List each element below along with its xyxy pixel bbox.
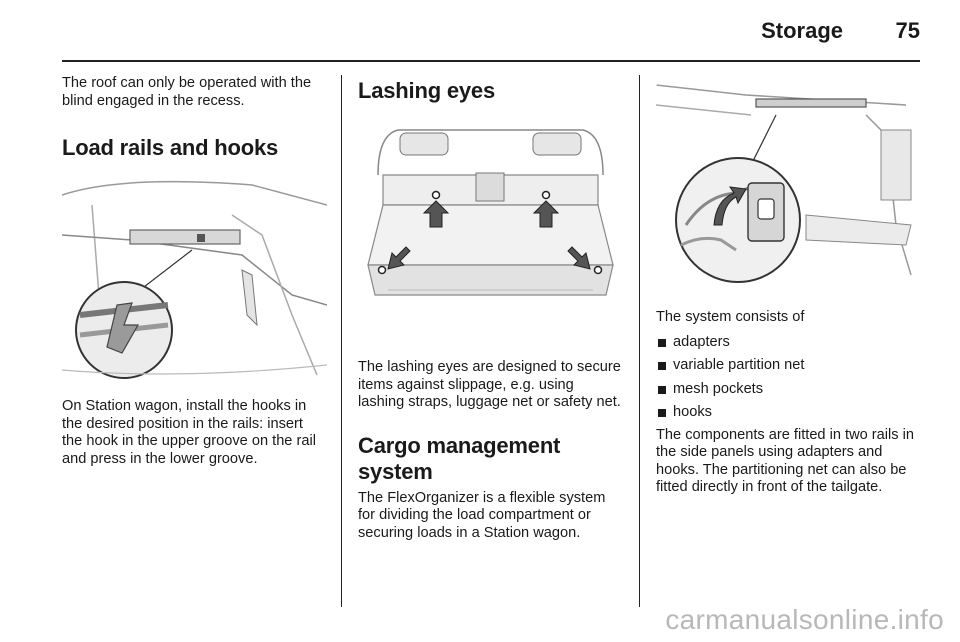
load-rails-illustration [62, 175, 327, 385]
square-bullet-icon [658, 362, 666, 370]
square-bullet-icon [658, 386, 666, 394]
list-item: hooks [656, 401, 921, 425]
lashing-eyes-heading: Lashing eyes [358, 78, 495, 103]
square-bullet-icon [658, 339, 666, 347]
square-bullet-icon [658, 409, 666, 417]
column-right [656, 75, 921, 497]
cargo-management-text: The FlexOrganizer is a flexible system for dividing the load compartment or securing loads in a Station wagon. [358, 489, 606, 541]
load-rails-text: On Station wagon, install the hooks in the desired position in the rails: insert the hook in the upper groove on the rail and press in the lower groove. [62, 398, 316, 467]
list-item: adapters [656, 331, 921, 355]
column-left [62, 75, 327, 469]
column-divider [341, 75, 342, 607]
system-intro: The system consists of [656, 309, 805, 325]
list-item: mesh pockets [656, 378, 921, 402]
components-text: The components are fitted in two rails in the side panels using adapters and hooks. The partitioning net can also be fitted directly in front of the tailgate. [656, 426, 914, 496]
components-list [656, 331, 921, 425]
flexorganizer-illustration [656, 75, 921, 289]
page-number: 75 [895, 18, 920, 43]
lashing-eyes-illustration [358, 115, 623, 327]
roof-note: The roof can only be operated with the blind engaged in the recess. [62, 75, 312, 109]
cargo-management-heading: Cargo management system [358, 432, 561, 484]
lashing-eyes-text: The lashing eyes are designed to secure items against slippage, e.g. using lashing straps, luggage net or safety net. [358, 359, 621, 411]
page-header [0, 0, 960, 62]
load-rails-heading: Load rails and hooks [62, 135, 279, 161]
section-title: Storage [761, 18, 843, 43]
column-divider [639, 75, 640, 607]
header-rule [62, 60, 920, 62]
list-item: variable partition net [656, 354, 921, 378]
column-middle [358, 75, 623, 543]
watermark: carmanualsonline.info [665, 604, 944, 635]
